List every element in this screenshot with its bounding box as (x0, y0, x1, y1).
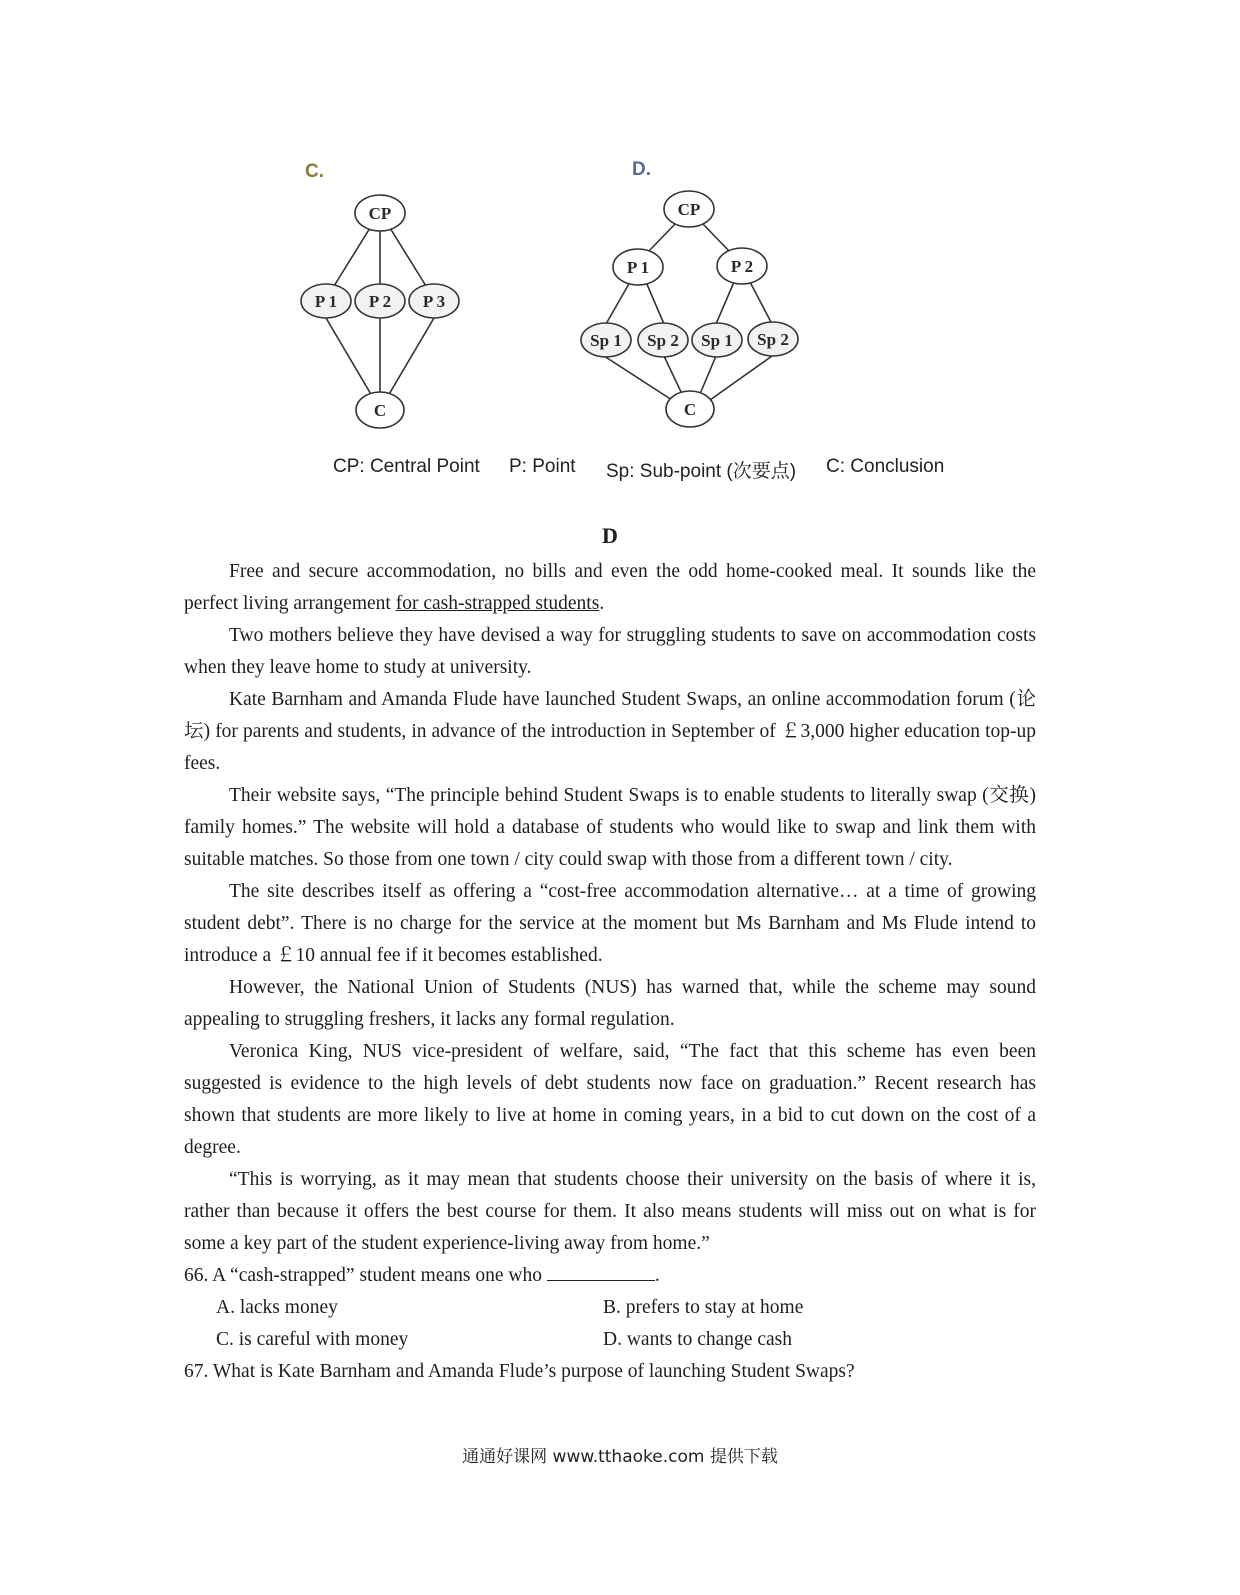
paragraph-2: Two mothers believe they have devised a way for struggling students to save on accommodation costs when they leave home to study at university. (184, 625, 1036, 678)
node-d-c-label: C (683, 400, 697, 419)
legend-sub-point: Sp: Sub-point (次要点) (606, 461, 797, 482)
question-66-end: . (654, 1265, 660, 1286)
paragraph-1 (184, 556, 1036, 620)
section-title: D (602, 523, 618, 548)
node-d-p1-label: P 1 (626, 258, 650, 277)
structure-diagrams (0, 0, 1240, 520)
paragraph-1-text: Free and secure accommodation, no bills and even the odd home-cooked meal. It sounds like the perfect living arrangement (184, 561, 1036, 614)
question-66-stem: 66. A “cash-strapped” student means one who (184, 1265, 542, 1286)
node-d-sp1b-label: Sp 1 (701, 331, 733, 350)
question-66-options (184, 1292, 1036, 1356)
node-c-c-label: C (373, 401, 387, 420)
option-a: A. lacks money (216, 1297, 338, 1318)
underlined-phrase: for cash-strapped students (395, 593, 600, 614)
answer-blank (547, 1262, 655, 1281)
option-d: D. wants to change cash (603, 1329, 792, 1350)
paragraph-8: “This is worrying, as it may mean that students choose their university on the basis of where it is, rather than because it offers the best course for them. It also means students will miss out on what is for some a key part of the student experience-living away from home.” (184, 1169, 1036, 1254)
legend-point: P: Point (509, 456, 576, 477)
paragraph-5: The site describes itself as offering a “cost-free accommodation alternative… at a time of growing student debt”. There is no charge for the service at the moment but Ms Barnham and Ms Flude intend to introduce a ￡10 annual fee if it becomes established. (184, 881, 1036, 966)
option-c: C. is careful with money (216, 1329, 409, 1350)
footer-watermark: 通通好课网 www.tthaoke.com 提供下载 (462, 1447, 778, 1467)
question-67: 67. What is Kate Barnham and Amanda Flude’s purpose of launching Student Swaps? (184, 1361, 855, 1382)
paragraph-3: Kate Barnham and Amanda Flude have launched Student Swaps, an online accommodation forum (论坛) for parents and students, in advance of the introduction in September of ￡3,000 higher education top-up fees. (184, 689, 1036, 774)
reading-passage (184, 522, 1036, 1388)
node-d-sp2b-label: Sp 2 (757, 330, 789, 349)
paragraph-1-end: . (599, 593, 605, 614)
legend-conclusion: C: Conclusion (826, 456, 945, 477)
node-d-sp2a-label: Sp 2 (647, 331, 679, 350)
node-d-sp1a-label: Sp 1 (590, 331, 622, 350)
node-d-p2-label: P 2 (730, 257, 754, 276)
node-c-p2-label: P 2 (368, 292, 392, 311)
paragraph-6: However, the National Union of Students (NUS) has warned that, while the scheme may sound appealing to struggling freshers, it lacks any formal regulation. (184, 977, 1036, 1030)
node-c-p1-label: P 1 (314, 292, 338, 311)
option-b: B. prefers to stay at home (603, 1297, 804, 1318)
node-c-cp-label: CP (368, 204, 392, 223)
diagram-d-label: D. (632, 159, 651, 180)
paragraph-7: Veronica King, NUS vice-president of welfare, said, “The fact that this scheme has even been suggested is evidence to the high levels of debt students now face on graduation.” Recent research has shown that students are more likely to live at home in coming years, in a bid to cut down on the cost of a degree. (184, 1041, 1036, 1158)
diagram-c-label: C. (305, 161, 324, 182)
paragraph-4: Their website says, “The principle behind Student Swaps is to enable students to literally swap (交换) family homes.” The website will hold a database of students who would like to swap and link them with suitable matches. So those from one town / city could swap with those from a different town / city. (184, 785, 1036, 870)
legend-central-point: CP: Central Point (333, 456, 480, 477)
question-66 (184, 1260, 1036, 1292)
node-d-cp-label: CP (677, 200, 701, 219)
node-c-p3-label: P 3 (422, 292, 446, 311)
